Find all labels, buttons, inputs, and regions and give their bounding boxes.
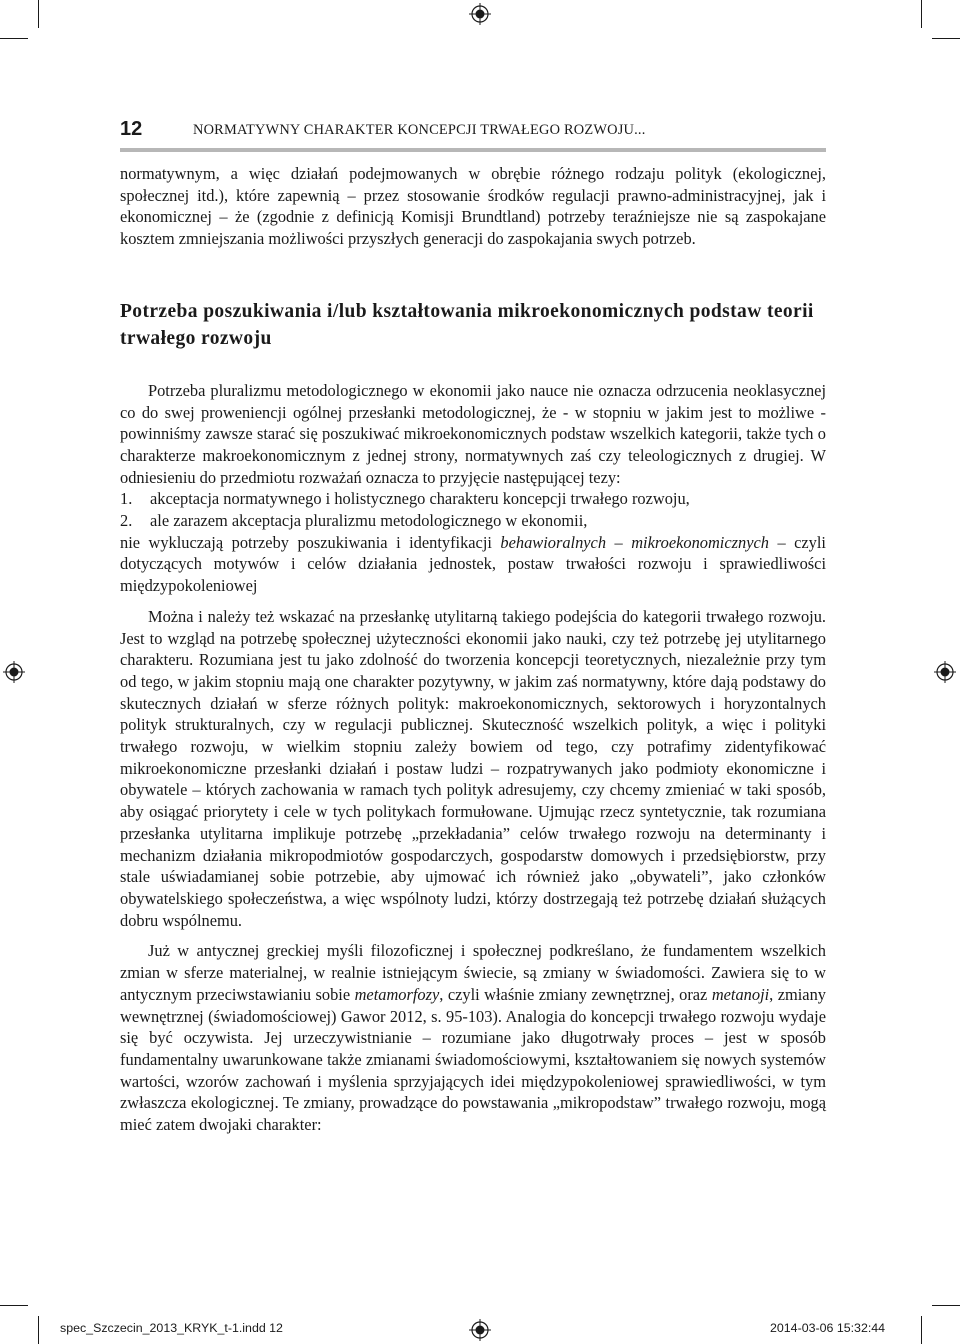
list-item — [120, 510, 826, 532]
footer-date: 2014-03-06 15:32:44 — [770, 1321, 886, 1335]
registration-mark-icon — [469, 1319, 491, 1341]
paragraph-3-text: , zmiany wewnętrznej (świadomościowej) Gawor 2012, s. 95-103). Analogia do koncepcji trwałego rozwoju wydaje się być oczywista. Jej urzeczywistnianie – rozumiane jako długotrwały proces – jest w sposób fundamentalny uwarunkowane także zmianami świadomościowymi, kształtowaniem się nowych systemów wartości, wzorów zachowań i myślenia sprzyjających idei międzypokoleniowej sprawiedliwości, w tym zwłaszcza ekologicznej. Te zmiany, prowadzące do powstawania „mikropodstaw” trwałego rozwoju, mogą mieć zatem dwojaki charakter: — [120, 984, 826, 1135]
section-heading: Potrzeba poszukiwania i/lub kształtowania mikroekonomicznych podstaw teorii trwałego rozwoju — [120, 300, 814, 349]
list-item-text: akceptacja normatywnego i holistycznego charakteru koncepcji trwałego rozwoju, — [150, 489, 690, 509]
registration-mark-icon — [469, 3, 491, 25]
list-item-text: ale zarazem akceptacja pluralizmu metodologicznego w ekonomii, — [150, 511, 588, 531]
intro-paragraph: normatywnym, a więc działań podejmowanych w obrębie różnego rodzaju polityk (ekologicznej, społecznej itd.), które zapewnią – przez stosowanie środków regulacji prawno-administracyjnej, jak i ekonomicznej – że (zgodnie z definicją Komisji Brundtland) potrzeby teraźniejsze nie są zaspokajane kosztem zmniejszania możliwości przyszłych generacji do zaspokajania swych potrzeb. — [120, 164, 826, 249]
registration-mark-icon — [934, 661, 956, 683]
paragraph-3-italic: metamorfozy — [354, 984, 440, 1004]
crop-mark-top-right-v — [921, 0, 922, 28]
paragraph-2: Można i należy też wskazać na przesłankę utylitarną takiego podejścia do kategorii trwałego rozwoju. Jest to wzgląd na potrzebę społecznej użyteczności ekonomii jako nauki, czy też potrzebę jej utylitarnego charakteru. Rozumiana jest tu jako zdolność do tworzenia koncepcji teoretycznych, niezależnie przy tym od tego, w jakim stopniu mają one charakter pozytywny, w jakim zaś normatywny, które dają podstawy do skutecznych działań w sferze różnych polityk: makroekonomicznych, sektorowych i horyzontalnych polityk strukturalnych, czy w regulacji publicznej. Skuteczność wszelkich polityk, a więc i polityki trwałego rozwoju, w wielkim stopniu zależy bowiem od tego, czy potrafimy zidentyfikować mikroekonomiczne przesłanki działań i postaw ludzi – rozpatrywanych jako podmioty ekonomiczne i obywatele – których zachowania w ramach tych polityk adresujemy, czy chcemy zmieniać w taki sposób, aby osiągać priorytety i cele w tych politykach formułowane. Ujmując rzecz syntetycznie, tak rozumiana przesłanka utylitarna implikuje potrzebę „przekładania” celów trwałego rozwoju na determinanty i mechanizm działania mikropodmiotów gospodarczych, gospodarstw domowych i przedsiębiorstw, przy stale uświadamianej sobie potrzebie, aby ujmować ich również jako „obywateli”, jako członków obywatelskiego społeczeństwa, a więc wspólnoty ludzi, którzy dostrzegają też potrzebę działań służących dobru wspólnemu. — [120, 606, 826, 930]
list-item — [120, 488, 826, 510]
crop-mark-bottom-right-v — [921, 1316, 922, 1344]
paragraph-3-text: Już w antycznej greckiej myśli filozoficznej i społecznej podkreślano, że fundamentem wszelkich zmian w sferze materialnej, w realnie istniejącym świecie, są zmiany w świadomości. Zawiera się to w antycznym przeciwstawianiu sobie — [120, 941, 826, 1004]
continuation-text: – czyli dotyczących motywów i celów działania jednostek, postaw trwałości rozwoju i sprawiedliwości międzypokoleniowej — [120, 532, 826, 596]
crop-mark-bottom-left-v — [38, 1316, 39, 1344]
paragraph-3-text: , czyli właśnie zmiany zewnętrznej, oraz — [439, 984, 712, 1004]
paragraph-3-italic: metanoji — [711, 984, 770, 1004]
page-number: 12 — [120, 118, 143, 140]
continuation-text: nie wykluczają potrzeby poszukiwania i identyfikacji — [120, 532, 501, 552]
header-rule — [120, 148, 826, 152]
footer-file-name: spec_Szczecin_2013_KRYK_t-1.indd 12 — [60, 1321, 283, 1335]
paragraph-3 — [120, 940, 826, 1135]
paragraph-1: Potrzeba pluralizmu metodologicznego w ekonomii jako nauce nie oznacza odrzucenia neoklasycznej co do swej proweniencji ogólnej przesłanki metodologicznej, że - w stopniu w jakim jest to możliwe - powinniśmy zawsze starać się poszukiwać mikroekonomicznych podstaw wszelkich kategorii, także tych o charakterze makroekonomicznym z jednej strony, normatywnych zaś czy teleologicznych z drugiej. W odniesieniu do przedmiotu rozważań oznacza to przyjęcie następującej tezy: — [120, 380, 826, 487]
crop-mark-top-left-v — [38, 0, 39, 28]
crop-mark-top-left-h — [0, 38, 28, 39]
registration-mark-icon — [3, 661, 25, 683]
list-item-number: 1. — [120, 489, 133, 509]
continuation-italic: behawioralnych – mikroekonomicznych — [500, 532, 769, 552]
running-head: NORMATYWNY CHARAKTER KONCEPCJI TRWAŁEGO ROZWOJU... — [193, 122, 646, 138]
page-body — [120, 163, 826, 1136]
crop-mark-bottom-right-h — [932, 1305, 960, 1306]
crop-mark-bottom-left-h — [0, 1305, 28, 1306]
list-item-number: 2. — [120, 511, 133, 531]
crop-mark-top-right-h — [932, 38, 960, 39]
list-continuation — [120, 532, 826, 597]
